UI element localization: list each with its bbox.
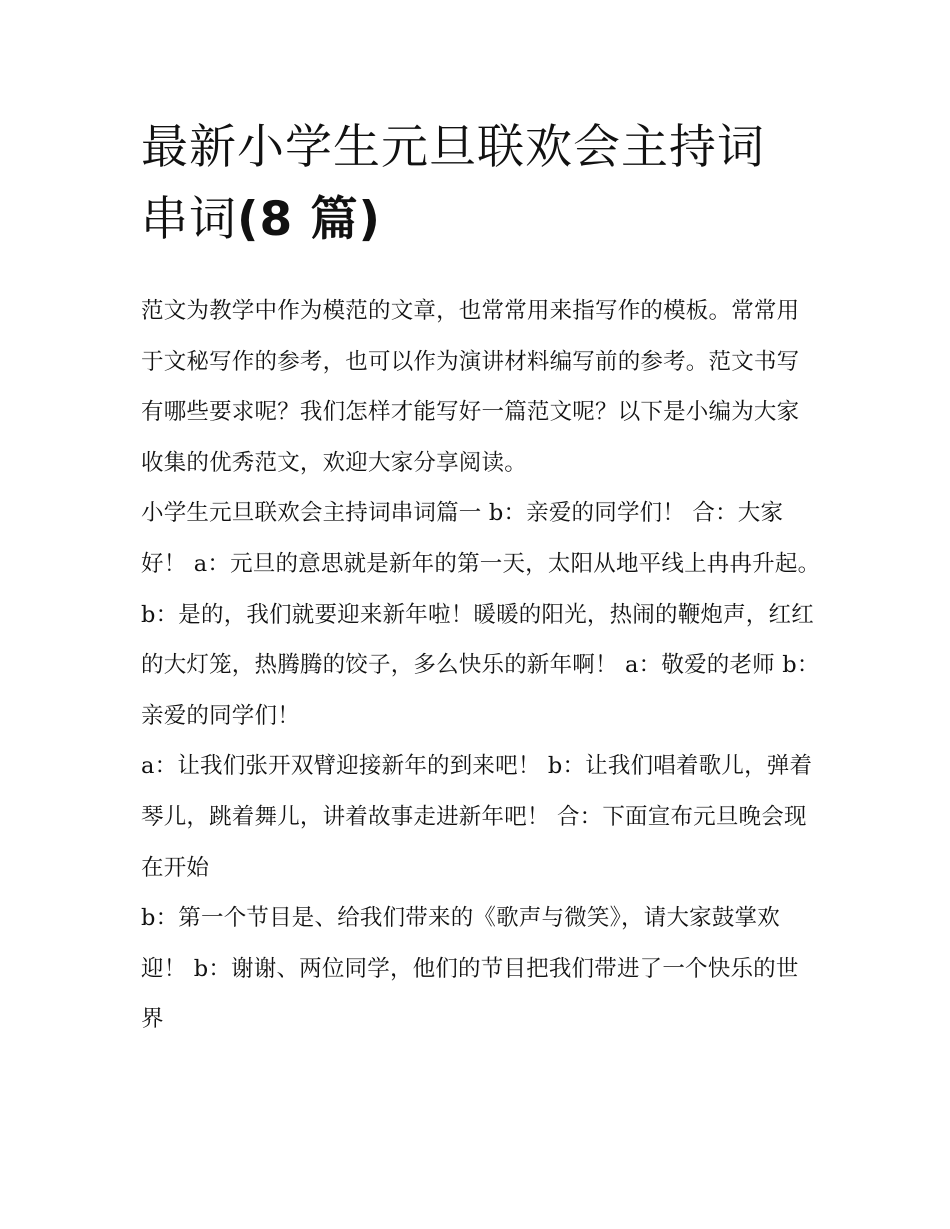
script-paragraph-4: b：第一个节目是、给我们带来的《歌声与微笑》，请大家鼓掌欢迎！ b：谢谢、两位同学，他们的节目把我们带进了一个快乐的世界 [141, 905, 799, 1033]
document-body [141, 286, 821, 1045]
intro-paragraph: 范文为教学中作为模范的文章，也常常用来指写作的模板。常常用于文秘写作的参考，也可以作为演讲材料编写前的参考。范文书写有哪些要求呢？我们怎样才能写好一篇范文呢？以下是小编为大家收集的优秀范文，欢迎大家分享阅读。 [141, 298, 800, 476]
document-title [141, 112, 821, 256]
title-line-1: 最新小学生元旦联欢会主持词 [141, 120, 765, 175]
script-paragraph-1: 小学生元旦联欢会主持词串词篇一 b：亲爱的同学们！ 合：大家好！ a：元旦的意思就是新年的第一天，太阳从地平线上冉冉升起。 [141, 500, 821, 577]
document-page [141, 112, 821, 1045]
title-line-2-count: (8 篇) [237, 192, 382, 247]
script-paragraph-3: a：让我们张开双臂迎接新年的到来吧！ b：让我们唱着歌儿，弹着琴儿，跳着舞儿，讲着故事走进新年吧！ 合：下面宣布元旦晚会现在开始 [141, 753, 813, 881]
title-line-2-prefix: 串词 [141, 192, 237, 247]
script-paragraph-2: b：是的，我们就要迎来新年啦！暖暖的阳光，热闹的鞭炮声，红红的大灯笼，热腾腾的饺子，多么快乐的新年啊！ a：敬爱的老师 b：亲爱的同学们！ [141, 601, 820, 729]
